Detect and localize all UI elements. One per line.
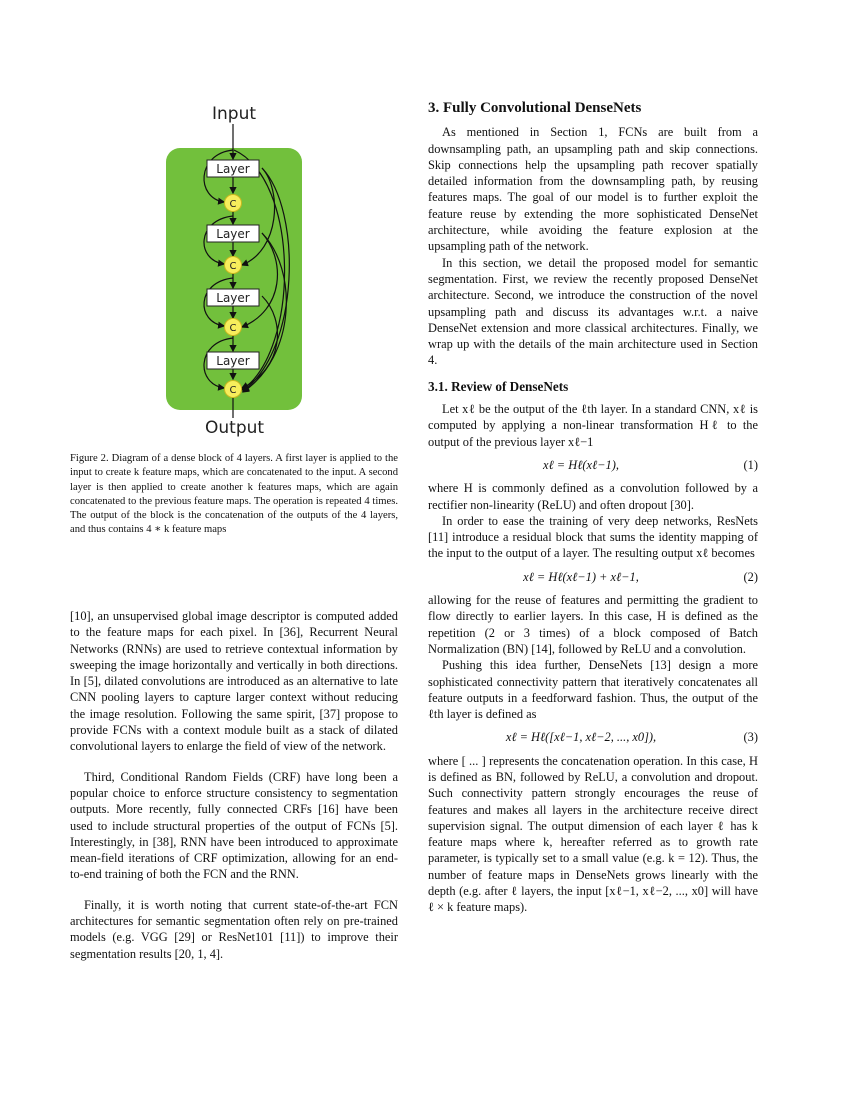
right-column: [428, 100, 758, 916]
dense-block-background: [166, 148, 302, 410]
equation-3: [428, 729, 758, 745]
dense-block-diagram: [150, 120, 320, 420]
equation-2-formula: xℓ = Hℓ(xℓ−1) + xℓ−1,: [523, 569, 639, 584]
svg-text:Layer: Layer: [216, 162, 250, 176]
layer-box-4: [207, 352, 259, 369]
equation-3-number: (3): [743, 730, 758, 745]
figure-caption: Figure 2. Diagram of a dense block of 4 layers. A first layer is applied to the input to create k feature maps, which are concatenated to the input. A second layer is then applied to create another k features maps, which are again concatenated to the previous feature maps. The operation is repeated 4 times. The output of the block is the concatenation of the outputs of the 4 layers, and thus contains 4 ∗ k feature maps: [70, 453, 398, 536]
layer-box-3: [207, 289, 259, 306]
equation-1-number: (1): [743, 457, 758, 472]
equation-2: [428, 569, 758, 585]
svg-text:Layer: Layer: [216, 227, 250, 241]
subsection-heading: 3.1. Review of DenseNets: [428, 378, 569, 394]
left-paragraph-3: Finally, it is worth noting that current state-of-the-art FCN architectures for semantic segmentation often rely on pre-trained models (e.g. VGG [29] or ResNet101 [11]) to improve their segmentation results [20, 1, 4].: [70, 897, 398, 961]
section-heading: 3. Fully Convolutional DenseNets: [428, 100, 642, 116]
right-paragraph-8: where [ ... ] represents the concatenation operation. In this case, H is defined as BN, followed by ReLU, a convolution and dropout. Such connectivity pattern strongly encourages the reuse of features and makes all layers in the architecture receive direct supervision signal. The output dimension of each layer ℓ has k feature maps where k, hereafter referred as to growth rate parameter, is typically set to a small value (e.g. k = 12). Thus, the number of feature maps in DenseNets grows linearly with the depth (e.g. after ℓ layers, the input [xℓ−1, xℓ−2, ..., x0] will have ℓ × k feature maps).: [428, 753, 758, 915]
right-paragraph-6: allowing for the reuse of features and permitting the gradient to flow directly to earlier layers. In this case, H is defined as the repetition (2 or 3 times) of a block composed of Batch Normalization (BN) [14], followed by ReLU and a convolution.: [428, 593, 758, 656]
figure-label-input: Input: [212, 104, 257, 124]
concat-node-3: [225, 319, 242, 336]
right-paragraph-7: Pushing this idea further, DenseNets [13] design a more sophisticated connectivity pattern that iteratively concatenates all feature outputs in a feedforward fashion. Thus, the output of the ℓth layer is defined as: [428, 658, 758, 722]
svg-text:C: C: [229, 199, 237, 210]
svg-text:C: C: [229, 261, 237, 272]
svg-text:Layer: Layer: [216, 291, 250, 305]
svg-text:Layer: Layer: [216, 354, 250, 368]
svg-text:C: C: [229, 385, 237, 396]
layer-box-2: [207, 225, 259, 242]
concat-node-1: [225, 195, 242, 212]
concat-node-4: [225, 381, 242, 398]
right-paragraph-1: As mentioned in Section 1, FCNs are built from a downsampling path, an upsampling path and skip connections. Skip connections help the upsampling path recover spatially detailed information from the downsampling path, by reusing features maps. The goal of our model is to further exploit the feature reuse by extending the more sophisticated DenseNet architecture, while avoiding the feature explosion at the upsampling path of the network.: [428, 125, 758, 254]
right-paragraph-2: In this section, we detail the proposed model for semantic segmentation. First, we review the recently proposed DenseNet architecture. Second, we introduce the construction of the novel upsampling path and discuss its advantages w.r.t. a naive DenseNet extension and more classical architectures. Finally, we wrap up with the details of the main architecture used in Section 4.: [428, 255, 758, 368]
left-column: [70, 608, 398, 962]
left-paragraph-2: Third, Conditional Random Fields (CRF) have long been a popular choice to enforce structure consistency to segmentation outputs. More recently, fully connected CRFs [16] have been used to include structural properties of the output of FCNs [5]. Interestingly, in [38], RNN have been introduced to approximate mean-field iterations of CRF optimization, allowing for an end-to-end training of both the FCN and the RNN.: [70, 769, 398, 882]
equation-3-formula: xℓ = Hℓ([xℓ−1, xℓ−2, ..., x0]),: [505, 730, 657, 745]
right-paragraph-5: In order to ease the training of very deep networks, ResNets [11] introduce a residual block that sums the identity mapping of the input to the output of a layer. The resulting output xℓ becomes: [428, 513, 758, 561]
equation-1: [428, 457, 758, 473]
layer-box-1: [207, 160, 259, 177]
right-paragraph-4: where H is commonly defined as a convolution followed by a rectifier non-linearity (ReLU) and often dropout [30].: [428, 481, 758, 512]
right-paragraph-3: Let xℓ be the output of the ℓth layer. In a standard CNN, xℓ is computed by applying a non-linear transformation Hℓ to the output of the previous layer xℓ−1: [428, 402, 758, 449]
left-paragraph-1: [10], an unsupervised global image descriptor is computed added to the feature maps for each pixel. In [36], Recurrent Neural Networks (RNNs) are used to retrieve contextual information by sweeping the image horizontally and vertically in both directions. In [5], dilated convolutions are introduced as an alternative to late CNN pooling layers to capture larger context without reducing the image resolution. Following the same spirit, [37] propose to provide FCNs with a context module built as a stack of dilated convolutional layers to enlarge the field of view of the network.: [70, 609, 398, 754]
svg-text:C: C: [229, 323, 237, 334]
equation-1-formula: xℓ = Hℓ(xℓ−1),: [543, 457, 619, 472]
equation-2-number: (2): [743, 569, 758, 584]
concat-node-2: [225, 257, 242, 274]
figure-label-output: Output: [205, 418, 265, 438]
